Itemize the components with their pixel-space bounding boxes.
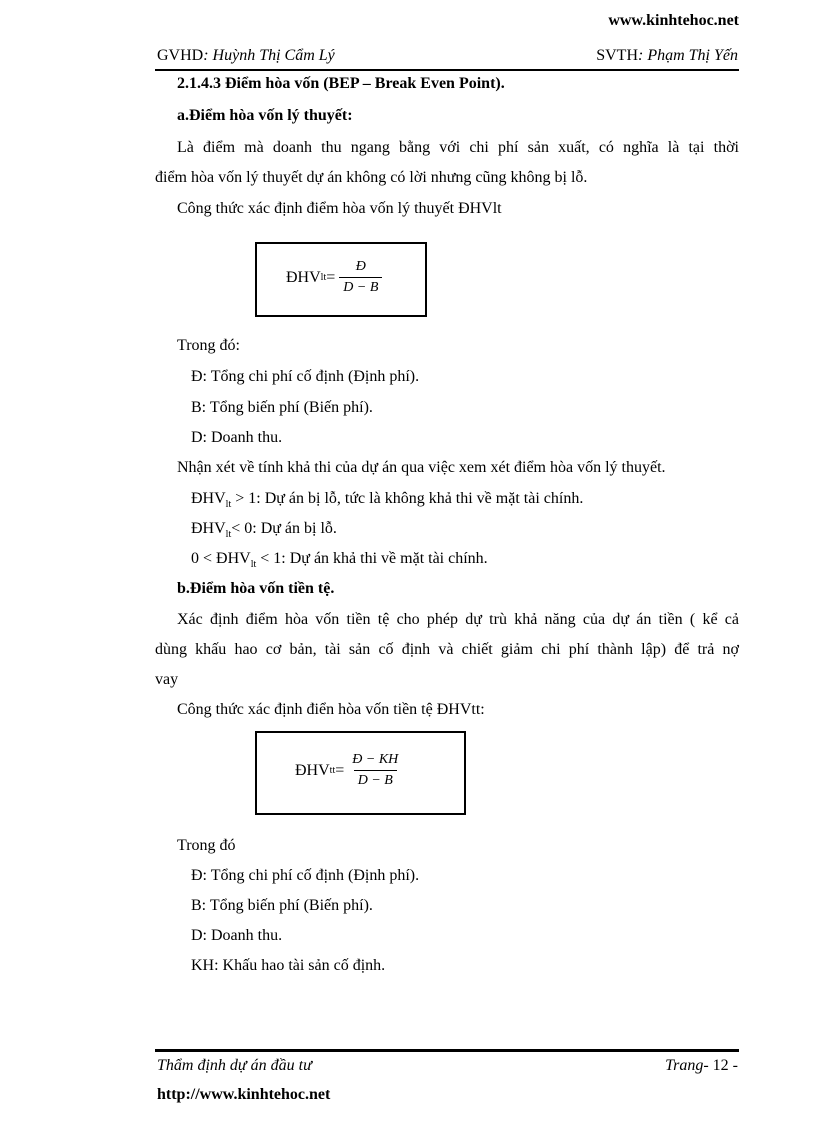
header-advisor [157, 47, 335, 65]
header-site-url: www.kinhtehoc.net [608, 12, 739, 29]
header-advisor-name: : Huỳnh Thị Cẩm Lý [203, 47, 335, 64]
condition-gt-1-pre: ĐHV [191, 490, 226, 507]
where-a-label: Trong đó: [177, 337, 240, 354]
subsection-b-title: b.Điểm hòa vốn tiền tệ. [177, 580, 335, 597]
paragraph-a-line1: Là điểm mà doanh thu ngang bằng với chi phí sản xuất, có nghĩa là tại thời [177, 139, 739, 156]
formula-equals: = [326, 268, 336, 286]
remark-feasibility: Nhận xét về tính khả thi của dự án qua việc xem xét điểm hòa vốn lý thuyết. [177, 459, 666, 476]
formula-b-intro: Công thức xác định điển hòa vốn tiền tệ ĐHVtt: [177, 701, 485, 718]
definition-variable-cost: B: Tổng biến phí (Biến phí). [191, 399, 373, 416]
formula2-lhs-subscript: tt [329, 765, 336, 776]
header-student-name: : Phạm Thị Yến [638, 47, 738, 64]
where-b-label: Trong đó [177, 837, 236, 854]
formula-fraction [339, 259, 382, 296]
header-student-label: SVTH [596, 47, 638, 64]
condition-gt-1-text: > 1: Dự án bị lỗ, tức là không khả thi về mặt tài chính. [231, 490, 584, 507]
formula-lhs: ĐHV [286, 268, 321, 286]
definition-b-variable-cost: B: Tổng biến phí (Biến phí). [191, 897, 373, 914]
section-heading: 2.1.4.3 Điểm hòa vốn (BEP – Break Even Point). [177, 75, 505, 92]
header-student [596, 47, 738, 65]
formula-numerator: Đ [355, 259, 366, 274]
subsection-a-title: a.Điểm hòa vốn lý thuyết: [177, 107, 353, 124]
condition-between [191, 550, 488, 570]
formula-box-monetary [255, 731, 466, 815]
definition-revenue: D: Doanh thu. [191, 429, 283, 446]
formula2-fraction [348, 752, 402, 789]
footer-page-label: Trang [665, 1057, 704, 1074]
formula-a-intro: Công thức xác định điểm hòa vốn lý thuyết ĐHVlt [177, 200, 502, 217]
formula2-equals: = [335, 761, 345, 779]
definition-b-fixed-cost: Đ: Tổng chi phí cố định (Định phí). [191, 867, 420, 884]
footer-rule [155, 1049, 739, 1052]
formula-denominator: D − B [339, 277, 382, 296]
paragraph-b-line1: Xác định điểm hòa vốn tiền tệ cho phép dự trù khả năng của dự án tiền ( kể cả [177, 611, 739, 628]
formula2-denominator: D − B [354, 770, 397, 789]
condition-between-text: < 1: Dự án khả thi về mặt tài chính. [256, 550, 488, 567]
condition-lt-0-sub: lt [225, 529, 232, 541]
definition-depreciation: KH: Khấu hao tài sản cố định. [191, 957, 386, 974]
footer-page-number: - 12 - [703, 1057, 738, 1074]
formula2-numerator: Đ − KH [352, 752, 399, 767]
footer-page [665, 1057, 738, 1075]
paragraph-a-line2: điểm hòa vốn lý thuyết dự án không có lời nhưng cũng không bị lỗ. [155, 169, 588, 186]
condition-lt-0-text: < 0: Dự án bị lỗ. [231, 520, 337, 537]
condition-gt-1-sub: lt [225, 499, 232, 511]
condition-between-pre: 0 < ĐHV [191, 550, 251, 567]
formula-monetary [295, 752, 402, 789]
header-rule [155, 69, 739, 71]
condition-lt-0 [191, 520, 337, 540]
condition-gt-1 [191, 490, 583, 510]
formula-theoretical [286, 259, 382, 296]
formula-box-theoretical [255, 242, 427, 317]
definition-fixed-cost: Đ: Tổng chi phí cố định (Định phí). [191, 368, 420, 385]
formula-lhs-subscript: lt [320, 272, 327, 283]
definition-b-revenue: D: Doanh thu. [191, 927, 283, 944]
header-advisor-label: GVHD [157, 47, 204, 64]
paragraph-b-line3: vay [155, 671, 179, 688]
formula2-lhs: ĐHV [295, 761, 330, 779]
condition-lt-0-pre: ĐHV [191, 520, 226, 537]
footer-title: Thẩm định dự án đầu tư [157, 1057, 312, 1074]
condition-between-sub: lt [250, 559, 257, 571]
paragraph-b-line2: dùng khấu hao cơ bản, tài sản cố định và chiết giảm chi phí thành lập) để trả nợ [155, 641, 739, 658]
footer-site-url[interactable]: http://www.kinhtehoc.net [157, 1086, 331, 1103]
